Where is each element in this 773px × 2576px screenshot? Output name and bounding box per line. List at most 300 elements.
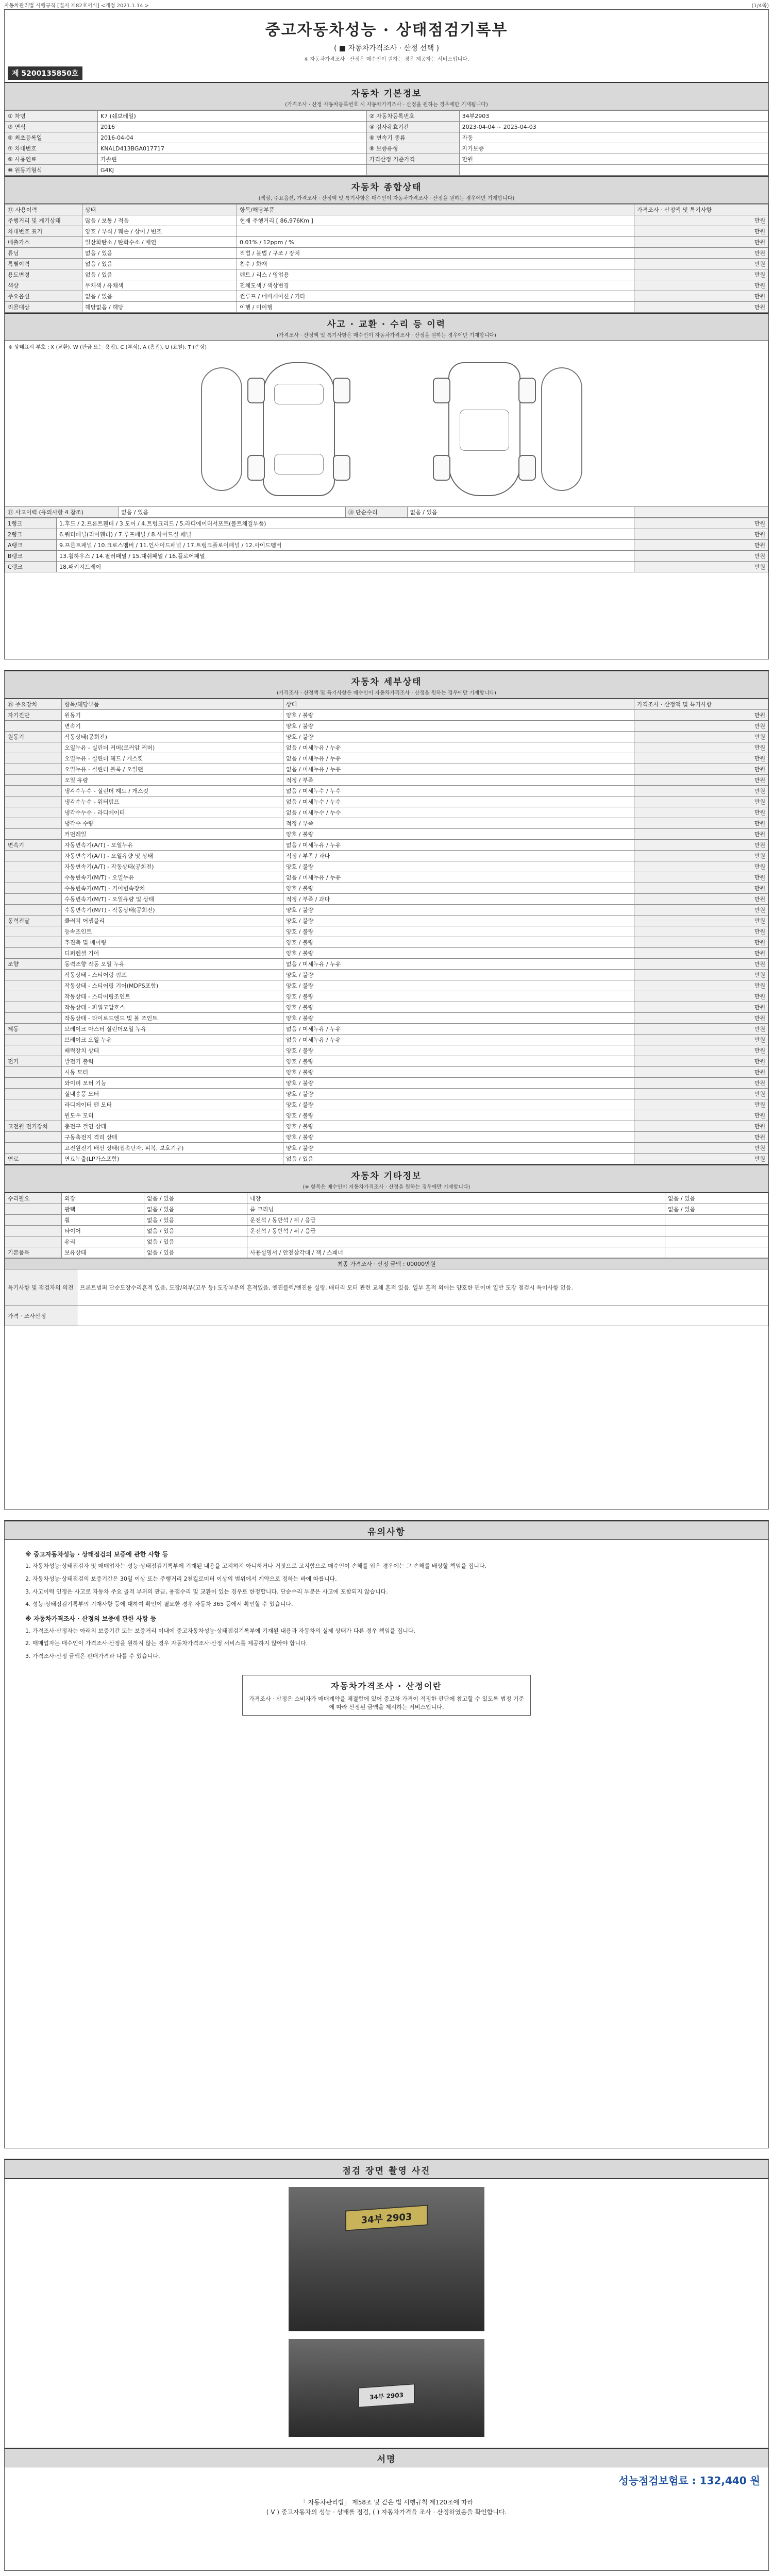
- notes-subheading-1: ※ 중고자동차성능 · 상태점검의 보증에 관한 사항 등: [25, 1551, 169, 1558]
- other-item-2: 내장: [247, 1193, 665, 1204]
- accident-heading: 사고 · 교환 · 수리 등 이력: [327, 319, 446, 330]
- price-unit: 만원: [634, 1154, 768, 1164]
- rank-row: [5, 551, 768, 562]
- price-unit: 만원: [634, 926, 768, 937]
- device-label: [5, 937, 62, 948]
- item-detail: 현재 주행거리 [ 86,976Km ]: [237, 215, 634, 226]
- detail-row: [5, 959, 768, 970]
- part-label: 충전구 절연 상태: [62, 1121, 283, 1132]
- device-label: [5, 753, 62, 764]
- rank-items: 6.쿼터패널(리어휀더) / 7.루프패널 / 8.사이드실 패널: [57, 529, 634, 540]
- detail-row: [5, 1143, 768, 1154]
- other-item: 유리: [62, 1236, 144, 1247]
- part-state: 양호 / 불량: [283, 1121, 634, 1132]
- part-state: 없음 / 미세누유 / 누유: [283, 840, 634, 851]
- detail-row: [5, 872, 768, 883]
- field-label: ① 차명: [5, 111, 98, 122]
- item-detail: 렌트 / 리스 / 영업용: [237, 269, 634, 280]
- price-unit: 만원: [634, 732, 768, 742]
- price-unit: 만원: [634, 948, 768, 959]
- accident-table: [5, 506, 768, 518]
- part-state: 양호 / 불량: [283, 1099, 634, 1110]
- part-state: 양호 / 불량: [283, 710, 634, 721]
- price-notice-box: [242, 1675, 531, 1716]
- notice-text: 가격조사 · 산정은 소비자가 매매계약을 체결함에 있어 중고차 가격이 적정한 판단에 참고할 수 있도록 법정 기준에 따라 산정된 금액을 제시하는 서비스입니다.: [248, 1695, 525, 1710]
- price-unit: 만원: [634, 742, 768, 753]
- detail-row: [5, 1024, 768, 1035]
- wheel: [333, 455, 350, 481]
- price-unit: 만원: [634, 1002, 768, 1013]
- notice-title: 자동차가격조사 · 산정이란: [331, 1681, 442, 1691]
- other-item-2: [247, 1236, 665, 1247]
- price-remarks-value: [77, 1306, 768, 1326]
- col-head: ⑲ 주요장치: [5, 699, 62, 710]
- field-value: [459, 165, 768, 176]
- price-unit: 만원: [634, 259, 768, 269]
- note-item: 3. 가격조사·산정 금액은 판매가격과 다를 수 있습니다.: [25, 1652, 160, 1659]
- price-unit: 만원: [634, 529, 768, 540]
- part-state: 없음 / 미세누수 / 누수: [283, 786, 634, 796]
- device-label: [5, 883, 62, 894]
- car-diagram: [5, 352, 768, 506]
- rank-items: 13.휠하우스 / 14.필러패널 / 15.대쉬패널 / 16.플로어패널: [57, 551, 634, 562]
- final-price-label: 최종 가격조사 · 산정 금액: [337, 1261, 401, 1267]
- part-state: 없음 / 미세누수 / 누수: [283, 796, 634, 807]
- part-label: 작동상태 - 스티어링조인트: [62, 991, 283, 1002]
- overall-title: [5, 176, 768, 204]
- basic-row: [5, 122, 768, 132]
- car-side-right: [541, 367, 582, 491]
- basic-note: (가격조사 · 산정 자동차등록번호 시 자동차가격조사 · 산정을 원하는 경우에만 기재됩니다): [285, 102, 488, 108]
- overall-note: (색상, 주요옵션, 가격조사 · 산정액 및 특기사항은 매수인이 자동차가격조사 · 산정을 원하는 경우에만 기재합니다): [258, 196, 515, 201]
- price-unit: 만원: [634, 1132, 768, 1143]
- price-unit: 만원: [634, 861, 768, 872]
- part-state: 양호 / 불량: [283, 1078, 634, 1089]
- field-value: 가솔린: [98, 154, 367, 165]
- overall-row: [5, 248, 768, 259]
- part-label: 원동기: [62, 710, 283, 721]
- overall-heading: 자동차 종합상태: [351, 182, 422, 193]
- price-unit: 만원: [634, 916, 768, 926]
- field-value: K7 (쉐보레일): [98, 111, 367, 122]
- price-unit: 만원: [634, 775, 768, 786]
- detail-row: [5, 796, 768, 807]
- part-label: 구동축전지 격리 상태: [62, 1132, 283, 1143]
- other-row: [5, 1226, 768, 1236]
- detail-row: [5, 742, 768, 753]
- field-label: [366, 165, 459, 176]
- windshield: [274, 384, 324, 404]
- device-label: [5, 1143, 62, 1154]
- price-unit: 만원: [634, 237, 768, 248]
- part-label: 실내송풍 모터: [62, 1089, 283, 1099]
- detail-row: [5, 786, 768, 796]
- document-subtitle: ( ■ 자동차가격조사 · 산정 선택 ): [333, 44, 440, 53]
- detail-row: [5, 948, 768, 959]
- device-label: 조향: [5, 959, 62, 970]
- device-label: [5, 721, 62, 732]
- device-label: [5, 742, 62, 753]
- overall-row: [5, 291, 768, 302]
- item-label: 배출가스: [5, 237, 82, 248]
- photo-area: [5, 2179, 768, 2447]
- sheet: [4, 1520, 769, 2148]
- device-label: [5, 894, 62, 905]
- col-head: 상태: [82, 205, 237, 215]
- detail-row: [5, 1089, 768, 1099]
- final-price: 00000만원: [407, 1261, 436, 1267]
- photos-title: [5, 2159, 768, 2179]
- part-label: 냉각수누수 - 라디에이터: [62, 807, 283, 818]
- device-label: [5, 905, 62, 916]
- wheel: [518, 378, 536, 403]
- price-row: 최종 가격조사 · 산정 금액 : 00000만원: [5, 1259, 768, 1269]
- notes-body: [5, 1540, 768, 1670]
- part-label: 커먼레일: [62, 829, 283, 840]
- part-label: 수동변속기(M/T) - 오일누유: [62, 872, 283, 883]
- price-unit: 만원: [634, 1056, 768, 1067]
- detail-row: [5, 980, 768, 991]
- part-state: 없음 / 있음: [283, 1154, 634, 1164]
- part-label: 윈도우 모터: [62, 1110, 283, 1121]
- overall-row: [5, 302, 768, 313]
- field-label: ⑦ 차대번호: [5, 143, 98, 154]
- plate-number: 34부 2903: [358, 2383, 415, 2408]
- rank-items: 9.프론트패널 / 10.크로스멤버 / 11.인사이드패널 / 17.트렁크플로어패널 / 12.사이드멤버: [57, 540, 634, 551]
- other-state-2: [665, 1215, 768, 1226]
- part-state: 양호 / 불량: [283, 926, 634, 937]
- part-state: 양호 / 불량: [283, 1143, 634, 1154]
- part-label: 작동상태 - 스티어링 펌프: [62, 970, 283, 980]
- detail-row: [5, 1035, 768, 1045]
- device-label: [5, 948, 62, 959]
- item-state: 없음 / 있음: [82, 248, 237, 259]
- sheet: [4, 2159, 769, 2571]
- price-unit: 만원: [634, 248, 768, 259]
- device-label: [5, 851, 62, 861]
- part-state: 양호 / 불량: [283, 948, 634, 959]
- price-unit: 만원: [634, 302, 768, 313]
- field-value: 만원: [459, 154, 768, 165]
- part-label: 작동상태 - 스티어링 기어(MDPS포함): [62, 980, 283, 991]
- part-state: 없음 / 미세누유 / 누유: [283, 764, 634, 775]
- part-state: 양호 / 불량: [283, 721, 634, 732]
- other-item: 보유상태: [62, 1247, 144, 1258]
- device-label: 전기: [5, 1056, 62, 1067]
- field-value: 2016-04-04: [98, 132, 367, 143]
- other-row: [5, 1215, 768, 1226]
- other-item-2: 운전석 / 동반석 / 뒤 / 응급: [247, 1215, 665, 1226]
- part-state: 양호 / 불량: [283, 1056, 634, 1067]
- detail-row: [5, 721, 768, 732]
- part-state: 없음 / 미세누유 / 누유: [283, 753, 634, 764]
- part-state: 양호 / 불량: [283, 1067, 634, 1078]
- item-state: 없음 / 있음: [82, 269, 237, 280]
- field-value: 2016: [98, 122, 367, 132]
- page-3: [0, 1520, 773, 2154]
- part-label: 오일 유량: [62, 775, 283, 786]
- device-label: [5, 1035, 62, 1045]
- item-label: 특별이력: [5, 259, 82, 269]
- part-label: 오일누유 - 실린더 헤드 / 개스킷: [62, 753, 283, 764]
- page-1: [0, 0, 773, 665]
- part-label: 고전원전기 배선 상태(접속단자, 피복, 보호기구): [62, 1143, 283, 1154]
- part-label: 시동 모터: [62, 1067, 283, 1078]
- field-label: ④ 검사유효기간: [366, 122, 459, 132]
- rank-label: 1랭크: [5, 518, 57, 529]
- detail-row: [5, 894, 768, 905]
- wheel: [247, 378, 265, 403]
- car-side-left: [201, 367, 242, 491]
- other-row: [5, 1193, 768, 1204]
- detail-row: [5, 970, 768, 980]
- document-title: 중고자동차성능 · 상태점검기록부: [265, 21, 508, 39]
- other-group: 기본품목: [5, 1247, 62, 1258]
- device-label: [5, 1002, 62, 1013]
- price-unit: 만원: [634, 883, 768, 894]
- rank-label: C랭크: [5, 562, 57, 572]
- notes-heading: 유의사항: [367, 1527, 406, 1537]
- detail-row: [5, 1121, 768, 1132]
- detail-row: [5, 916, 768, 926]
- other-table: [5, 1193, 768, 1258]
- item-detail: 전체도색 / 색상변경: [237, 280, 634, 291]
- price-unit: 만원: [634, 872, 768, 883]
- price-unit: 만원: [634, 786, 768, 796]
- price-unit: 만원: [634, 959, 768, 970]
- part-label: 클러치 어셈블리: [62, 916, 283, 926]
- item-state: 양호 / 부식 / 훼손 / 상이 / 변조: [82, 226, 237, 237]
- price-unit: 만원: [634, 980, 768, 991]
- part-label: 냉각수누수 - 워터펌프: [62, 796, 283, 807]
- item-state: 무채색 / 유채색: [82, 280, 237, 291]
- price-unit: 만원: [634, 1035, 768, 1045]
- other-state-2: [665, 1247, 768, 1258]
- device-label: 변속기: [5, 840, 62, 851]
- rear-window: [274, 454, 324, 474]
- simple-repair-label: ⑱ 단순수리: [345, 507, 407, 518]
- item-label: 주요옵션: [5, 291, 82, 302]
- basic-heading: 자동차 기본정보: [351, 89, 422, 99]
- price-unit: 만원: [634, 970, 768, 980]
- detail-heading: 자동차 세부상태: [351, 677, 422, 687]
- basic-row: [5, 165, 768, 176]
- device-label: 동력전달: [5, 916, 62, 926]
- part-label: 수동변속기(M/T) - 오일유량 및 상태: [62, 894, 283, 905]
- overall-row: [5, 280, 768, 291]
- device-label: [5, 861, 62, 872]
- rank-label: B랭크: [5, 551, 57, 562]
- plate-number: 34부 2903: [345, 2205, 428, 2231]
- part-state: 양호 / 불량: [283, 991, 634, 1002]
- device-label: [5, 1110, 62, 1121]
- note-item: 3. 사고이력 인정은 사고로 자동차 주요 골격 부위의 판금, 용접수리 및 교환이 있는 경우로 한정합니다. 단순수리 부분은 사고에 포함되지 않습니다.: [25, 1588, 388, 1595]
- floor-panel: [460, 410, 509, 451]
- notes-subheading-2: ※ 자동차가격조사 · 산정의 보증에 관한 사항 등: [25, 1615, 157, 1623]
- price-unit: 만원: [634, 215, 768, 226]
- part-label: 오일누유 - 실린더 커버(로커암 커버): [62, 742, 283, 753]
- other-item: 타이어: [62, 1226, 144, 1236]
- sign-title: [5, 2448, 768, 2467]
- overall-row: [5, 259, 768, 269]
- part-state: 양호 / 불량: [283, 883, 634, 894]
- insurance-cost: [5, 2467, 768, 2493]
- item-label: 리콜대상: [5, 302, 82, 313]
- wheel: [333, 378, 350, 403]
- device-label: [5, 818, 62, 829]
- detail-row: [5, 926, 768, 937]
- car-frame-view: [448, 362, 520, 496]
- device-label: 고전원 전기장치: [5, 1121, 62, 1132]
- detail-row: [5, 732, 768, 742]
- part-state: 양호 / 불량: [283, 1110, 634, 1121]
- overall-table: [5, 204, 768, 313]
- field-value: 자동: [459, 132, 768, 143]
- footer-line-1: 「 자동차관리법」 제58조 및 같은 법 시행규칙 제120조에 따라: [299, 2499, 474, 2506]
- accident-note: (가격조사 · 산정액 및 특기사항은 매수인이 자동차가격조사 · 산정을 원하는 경우에만 기재합니다): [277, 333, 496, 338]
- detail-row: [5, 775, 768, 786]
- overall-row: [5, 237, 768, 248]
- page-2: [0, 670, 773, 1515]
- accident-legend: ※ 상태표시 부호 : X (교환), W (판금 또는 용접), C (부식), A (흠집), U (요철), T (손상): [5, 341, 768, 352]
- rank-row: [5, 562, 768, 572]
- device-label: [5, 775, 62, 786]
- detail-note: (가격조사 · 산정액 및 특기사항은 매수인이 자동차가격조사 · 산정을 원하는 경우에만 기재합니다): [277, 690, 496, 696]
- rank-row: [5, 529, 768, 540]
- part-label: 작동상태(공회전): [62, 732, 283, 742]
- price-unit: 만원: [634, 291, 768, 302]
- part-state: 적정 / 부족: [283, 818, 634, 829]
- part-state: 적정 / 부족 / 과다: [283, 851, 634, 861]
- other-group: [5, 1236, 62, 1247]
- other-note: (※ 항목은 매수인이 자동차가격조사 · 산정을 원하는 경우에만 기재합니다): [303, 1184, 470, 1190]
- part-state: 양호 / 불량: [283, 861, 634, 872]
- col-head: 가격조사 · 산정액 및 특기사항: [634, 699, 768, 710]
- part-state: 적정 / 부족: [283, 775, 634, 786]
- other-row: [5, 1236, 768, 1247]
- part-state: 없음 / 미세누수 / 누수: [283, 807, 634, 818]
- detail-row: [5, 1154, 768, 1164]
- device-label: [5, 807, 62, 818]
- price-unit: 만원: [634, 540, 768, 551]
- price-remarks-label: 가격 · 조사산정: [5, 1306, 77, 1326]
- item-state: 일산화탄소 / 탄화수소 / 매연: [82, 237, 237, 248]
- part-label: 자동변속기(A/T) - 작동상태(공회전): [62, 861, 283, 872]
- other-group: [5, 1204, 62, 1215]
- price-table: [5, 1258, 768, 1326]
- device-label: [5, 1089, 62, 1099]
- price-unit: 만원: [634, 1024, 768, 1035]
- sheet: [4, 670, 769, 1510]
- part-state: 양호 / 불량: [283, 905, 634, 916]
- device-label: 연료: [5, 1154, 62, 1164]
- item-label: 색상: [5, 280, 82, 291]
- inspection-photo-rear: [289, 2339, 484, 2437]
- price-unit: 만원: [634, 937, 768, 948]
- basic-row: [5, 154, 768, 165]
- note-item: 2. 매매업자는 매수인이 가격조사·산정을 원하지 않는 경우 자동차가격조사·산정 서비스를 제공하지 않아야 합니다.: [25, 1640, 308, 1647]
- price-unit: 만원: [634, 1110, 768, 1121]
- part-state: 양호 / 불량: [283, 1089, 634, 1099]
- field-label: ② 자동차등록번호: [366, 111, 459, 122]
- field-label: ⑨ 사용연료: [5, 154, 98, 165]
- item-state: 해당없음 / 해당: [82, 302, 237, 313]
- part-state: 양호 / 불량: [283, 970, 634, 980]
- other-state-2: [665, 1226, 768, 1236]
- document-number: 제 5200135850호: [8, 66, 82, 80]
- part-label: 등속조인트: [62, 926, 283, 937]
- sign-heading: 서명: [377, 2454, 396, 2465]
- part-state: 없음 / 미세누유 / 누유: [283, 959, 634, 970]
- simple-repair-value: 없음 / 있음: [407, 507, 634, 518]
- price-unit: 만원: [634, 1067, 768, 1078]
- wheel: [518, 455, 536, 481]
- field-value: 34부2903: [459, 111, 768, 122]
- basic-info-title: [5, 82, 768, 110]
- item-detail: 침수 / 화재: [237, 259, 634, 269]
- part-label: 동력조향 작동 오일 누유: [62, 959, 283, 970]
- part-label: 수동변속기(M/T) - 기어변속장치: [62, 883, 283, 894]
- page-number: (1/4쪽): [751, 3, 769, 9]
- item-state: 없음 / 있음: [82, 291, 237, 302]
- other-group: [5, 1215, 62, 1226]
- rank-label: A랭크: [5, 540, 57, 551]
- price-unit: 만원: [634, 840, 768, 851]
- price-unit: 만원: [634, 1013, 768, 1024]
- detail-row: [5, 937, 768, 948]
- item-label: 차대번호 표기: [5, 226, 82, 237]
- detail-table: [5, 699, 768, 1164]
- notes-list-1: [25, 1562, 748, 1609]
- detail-row: [5, 1045, 768, 1056]
- photos-heading: 점검 장면 촬영 사진: [342, 2166, 431, 2176]
- page-4: [0, 2159, 773, 2573]
- form-code: 자동차관리법 시행규칙 [별지 제82호서식] <개정 2021.1.14.>: [4, 3, 149, 9]
- accident-title: [5, 313, 768, 341]
- detail-row: [5, 991, 768, 1002]
- item-detail: 적법 / 불법 / 구조 / 장치: [237, 248, 634, 259]
- device-label: [5, 980, 62, 991]
- part-label: 추진축 및 베어링: [62, 937, 283, 948]
- part-label: 브레이크 마스터 실린더오일 누유: [62, 1024, 283, 1035]
- car-top-view: [263, 362, 335, 496]
- note-item: 1. 가격조사·산정자는 아래의 보증기간 또는 보증거리 이내에 중고자동차성능·상태점검기록부에 기재된 내용과 자동차의 실제 상태가 다른 경우 책임을 집니다.: [25, 1627, 415, 1634]
- price-unit: 만원: [634, 1078, 768, 1089]
- detail-row: [5, 883, 768, 894]
- part-label: 작동상태 - 파워고압호스: [62, 1002, 283, 1013]
- field-label: ⑩ 원동기형식: [5, 165, 98, 176]
- detail-row: [5, 753, 768, 764]
- field-value: 자가보증: [459, 143, 768, 154]
- device-label: [5, 1067, 62, 1078]
- col-head: 항목/해당부품: [237, 205, 634, 215]
- part-state: 양호 / 불량: [283, 1002, 634, 1013]
- field-value: G4KJ: [98, 165, 367, 176]
- field-label: 가격산정 기준가격: [366, 154, 459, 165]
- notes-list-2: [25, 1626, 748, 1662]
- part-state: 없음 / 미세누유 / 누유: [283, 1024, 634, 1035]
- detail-row: [5, 905, 768, 916]
- part-label: 연료누출(LP가스포함): [62, 1154, 283, 1164]
- device-label: 원동기: [5, 732, 62, 742]
- other-item: 휠: [62, 1215, 144, 1226]
- device-label: [5, 796, 62, 807]
- price-unit: 만원: [634, 796, 768, 807]
- price-unit: 만원: [634, 1099, 768, 1110]
- rank-items: 1.후드 / 2.프론트휀더 / 3.도어 / 4.트렁크리드 / 5.라디에이터서포트(볼트체결부품): [57, 518, 634, 529]
- price-unit: 만원: [634, 721, 768, 732]
- other-row: [5, 1247, 768, 1258]
